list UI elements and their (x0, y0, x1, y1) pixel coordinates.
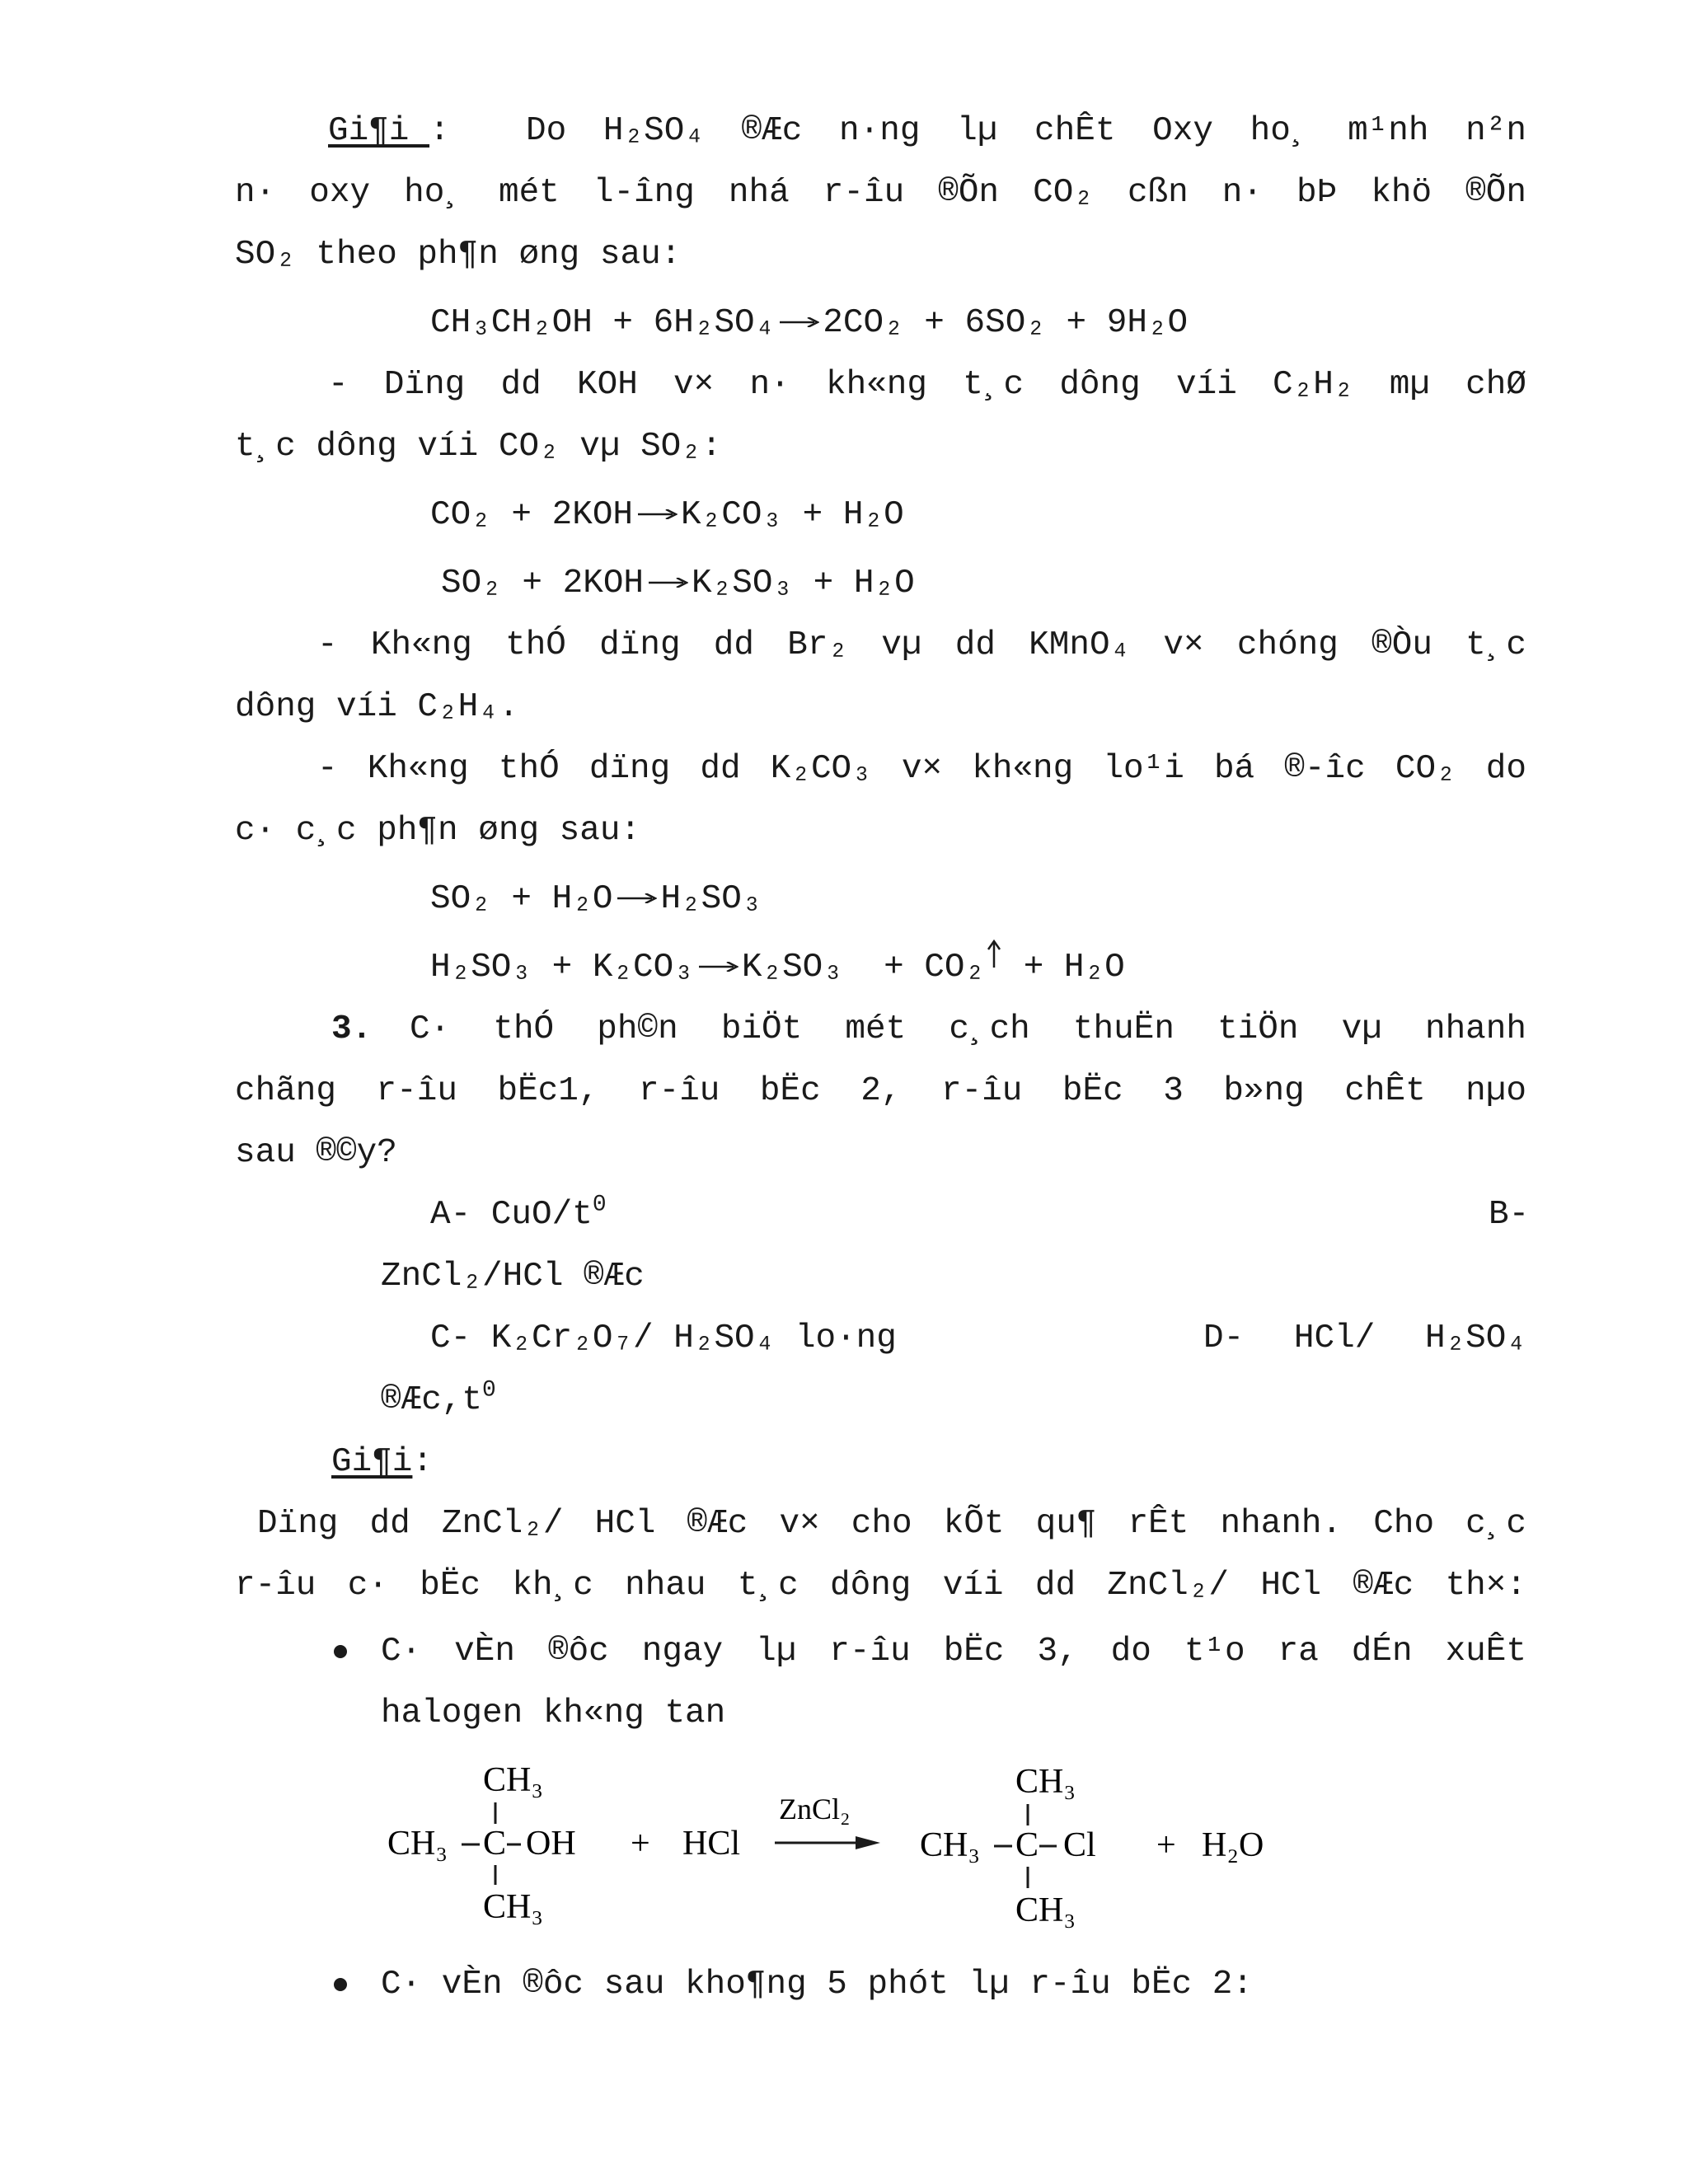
reaction-arrow-icon (778, 317, 819, 327)
bullet-dot (334, 1978, 347, 1991)
paragraph-2-line-2: t¸c dông víi CO₂ vµ SO₂: (235, 428, 722, 466)
answer-heading (331, 1432, 433, 1493)
paragraph-2-line-1: - Dïng dd KOH v× n· kh«ng t¸c dông víi C₂H₂ mµ chØ (328, 366, 1526, 404)
reaction-arrow-icon (697, 962, 738, 972)
gas-up-arrow-icon (987, 940, 1001, 969)
hydroxyl-group: OH (526, 1825, 576, 1863)
paragraph-3-line-2: dông víi C₂H₄. (235, 688, 519, 726)
right-central-carbon: C (1015, 1826, 1039, 1864)
reaction-arrow-icon (647, 578, 688, 588)
solution-colon: : (429, 112, 450, 150)
bullet-1-line-1: C· vÈn ®ôc ngay lµ r-îu bËc 3, do t¹o ra dÉn xuÊt (381, 1633, 1526, 1671)
equation-1-reactants: CH₃CH₂OH + 6H₂SO₄ (430, 304, 776, 342)
reaction-arrow-icon (636, 509, 678, 519)
equation-3 (441, 553, 915, 615)
right-bottom-methyl: CH₃ (1015, 1891, 1076, 1929)
paragraph-4-line-1: - Kh«ng thÓ dïng dd K₂CO₃ v× kh«ng lo¹i bá ®-îc CO₂ do (317, 750, 1526, 788)
left-bottom-methyl: CH₃ (483, 1888, 543, 1926)
equation-5-reactants: H₂SO₃ + K₂CO₃ (430, 949, 694, 987)
question-line-2: chãng r-îu bËc1, r-îu bËc 2, r-îu bËc 3 b»ng chÊt nµo (235, 1072, 1526, 1110)
hydrochloric-acid: HCl (682, 1825, 741, 1863)
plus-sign: + (631, 1825, 650, 1863)
option-d-sup: 0 (482, 1377, 496, 1404)
option-d-cont-text: ®Æc,t (381, 1381, 483, 1419)
equation-5 (430, 937, 1125, 999)
equation-5-products: K₂SO₃ + CO₂ (741, 949, 986, 987)
plus-sign: + (1156, 1826, 1176, 1864)
tertiary-alcohol-reaction-diagram (379, 1760, 1327, 1945)
option-c: C- K₂Cr₂O₇/ H₂SO₄ lo·ng (430, 1319, 897, 1357)
question-line-3: sau ®©y? (235, 1134, 397, 1172)
equation-5-tail: + H₂O (1003, 949, 1125, 987)
answer-line-2: r-îu c· bËc kh¸c nhau t¸c dông víi dd ZnCl₂/ HCl ®Æc th×: (235, 1567, 1526, 1605)
equation-1 (430, 293, 1188, 354)
solution-label: Gi¶i (328, 112, 430, 150)
equation-2 (430, 485, 904, 546)
answer-colon: : (412, 1443, 434, 1481)
option-d-continued (381, 1370, 496, 1432)
bullet-1-line-2: halogen kh«ng tan (381, 1694, 726, 1732)
left-top-methyl: CH₃ (483, 1761, 543, 1799)
option-a-sup: 0 (592, 1192, 607, 1218)
water-product: H₂O (1202, 1826, 1264, 1864)
equation-4 (430, 869, 762, 930)
left-methyl: CH₃ (387, 1825, 448, 1863)
equation-3-products: K₂SO₃ + H₂O (692, 565, 915, 602)
equation-1-products: 2CO₂ + 6SO₂ + 9H₂O (823, 304, 1189, 342)
catalyst-label: ZnCl₂ (779, 1793, 851, 1825)
paragraph-1-line-2: n· oxy ho¸ mét l-îng nhá r-îu ®Õn CO₂ cßn n· bÞ khö ®Õn (235, 174, 1526, 212)
option-b-continued: ZnCl₂/HCl ®Æc (381, 1258, 645, 1296)
chlorine-atom: Cl (1063, 1826, 1096, 1864)
equation-2-products: K₂CO₃ + H₂O (681, 496, 904, 534)
answer-label: Gi¶i (331, 1443, 413, 1481)
bullet-dot (334, 1645, 347, 1658)
question-line-1: C· thÓ ph©n biÖt mét c¸ch thuËn tiÖn vµ nhanh (410, 1010, 1526, 1048)
paragraph-1-line-1: Do H₂SO₄ ®Æc n·ng lµ chÊt Oxy ho¸ m¹nh n²n (526, 112, 1526, 150)
paragraph-1-line-3: SO₂ theo ph¶n øng sau: (235, 236, 682, 274)
reaction-arrow-icon (856, 1836, 880, 1849)
right-left-methyl: CH₃ (920, 1826, 980, 1864)
equation-2-reactants: CO₂ + 2KOH (430, 496, 634, 534)
option-b: B- (1489, 1196, 1530, 1234)
right-top-methyl: CH₃ (1015, 1763, 1076, 1801)
equation-3-reactants: SO₂ + 2KOH (441, 565, 645, 602)
paragraph-3-line-1: - Kh«ng thÓ dïng dd Br₂ vµ dd KMnO₄ v× chóng ®Òu t¸c (317, 626, 1526, 664)
option-d: D- HCl/ H₂SO₄ (1203, 1319, 1526, 1357)
equation-4-reactants: SO₂ + H₂O (430, 880, 613, 918)
bullet-2-line-1: C· vÈn ®ôc sau kho¶ng 5 phót lµ r-îu bËc 2: (381, 1966, 1253, 2004)
solution-heading-1 (328, 101, 450, 162)
option-a-text: A- CuO/t (430, 1196, 593, 1234)
left-central-carbon: C (483, 1825, 507, 1863)
reaction-arrow-icon (616, 893, 657, 903)
answer-line-1: Dïng dd ZnCl₂/ HCl ®Æc v× cho kÕt qu¶ rÊt nhanh. Cho c¸c (257, 1505, 1526, 1543)
paragraph-4-line-2: c· c¸c ph¶n øng sau: (235, 812, 641, 850)
option-a (430, 1184, 607, 1246)
question-number: 3. (331, 1010, 373, 1048)
equation-4-products: H₂SO₃ (660, 880, 762, 918)
